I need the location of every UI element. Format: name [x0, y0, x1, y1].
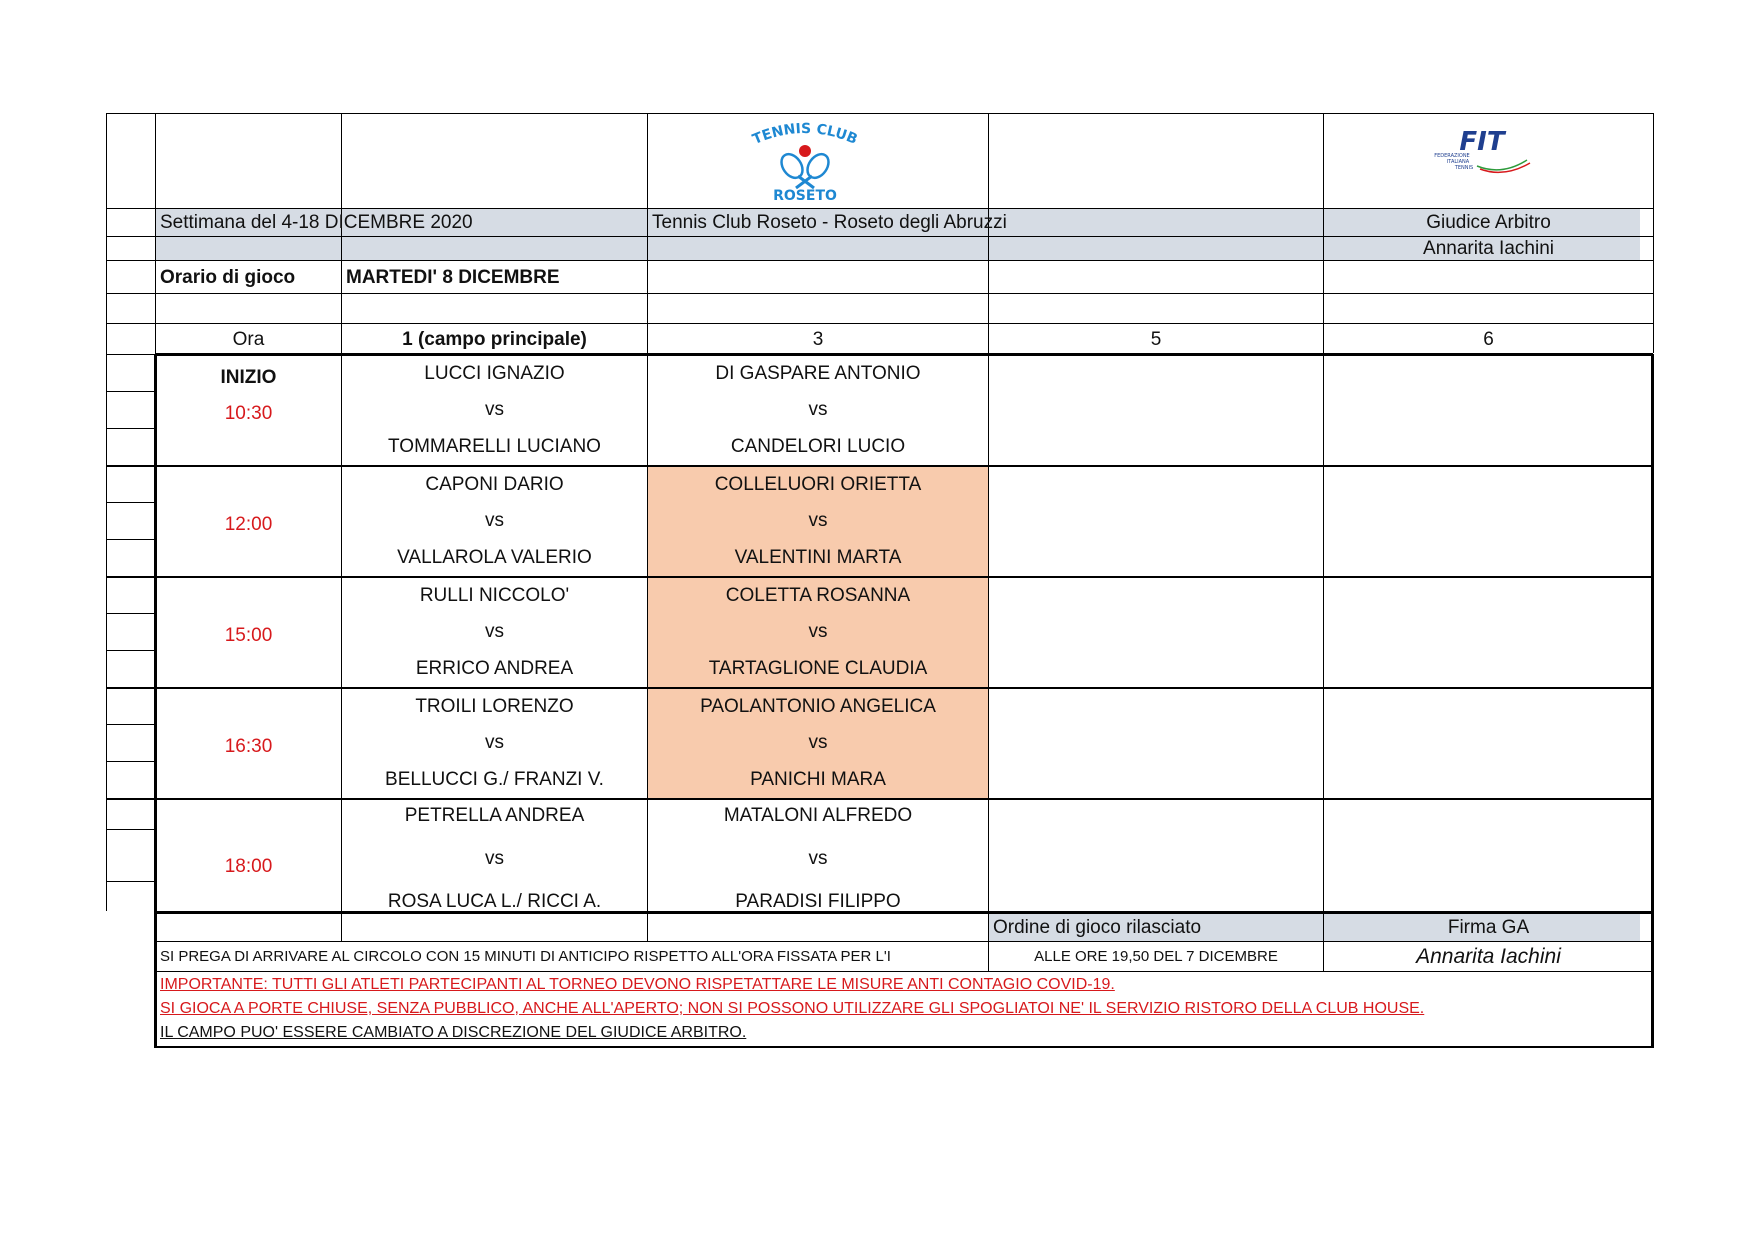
court1-player1: CAPONI DARIO	[425, 473, 564, 495]
court3-player2: CANDELORI LUCIO	[730, 435, 906, 457]
grid-line	[106, 539, 155, 540]
vs-label: vs	[485, 398, 504, 420]
rose-icon	[799, 145, 811, 157]
court3-player1: DI GASPARE ANTONIO	[715, 362, 921, 384]
week-label: Settimana del 4-18 DICEMBRE 2020	[160, 212, 473, 233]
released-label: Ordine di gioco rilasciato	[993, 917, 1202, 938]
court3-player2: PARADISI FILIPPO	[735, 890, 901, 912]
court1-player2: ROSA LUCA L./ RICCI A.	[387, 890, 602, 912]
col-court-3: 3	[812, 328, 824, 350]
col-court-6: 6	[1483, 328, 1494, 350]
col-time: Ora	[232, 328, 265, 350]
court3-player2: VALENTINI MARTA	[734, 546, 902, 568]
swoosh-icon	[1480, 163, 1530, 172]
day-label: MARTEDI' 8 DICEMBRE	[346, 266, 560, 288]
svg-text:TENNIS CLUB: TENNIS CLUB	[750, 120, 860, 148]
court1-player2: ERRICO ANDREA	[415, 657, 574, 679]
grid-line	[106, 650, 155, 651]
court1-player2: BELLUCCI G./ FRANZI V.	[385, 768, 604, 790]
club-label: Tennis Club Roseto - Roseto degli Abruzzi	[652, 212, 1007, 233]
grid-line	[155, 971, 1653, 972]
released-time: ALLE ORE 19,50 DEL 7 DICEMBRE	[1034, 948, 1278, 965]
grid-line	[106, 113, 107, 911]
grid-line	[106, 502, 155, 503]
court1-player1: PETRELLA ANDREA	[404, 804, 585, 826]
vs-label: vs	[485, 620, 504, 642]
grid-line	[106, 428, 155, 429]
arrive-note: SI PREGA DI ARRIVARE AL CIRCOLO CON 15 MINUTI DI ANTICIPO RISPETTO ALL'ORA FISSATA PER L'I	[160, 948, 891, 965]
covid-note: IMPORTANTE: TUTTI GLI ATLETI PARTECIPANTI AL TORNEO DEVONO RISPETATTARE LE MISURE ANTI CONTAGIO COVID-19.	[160, 976, 1115, 993]
grid-line	[106, 829, 155, 830]
inizio-label: INIZIO	[220, 366, 277, 388]
grid-line	[106, 613, 155, 614]
vs-label: vs	[808, 398, 828, 420]
vs-label: vs	[485, 509, 504, 531]
vs-label: vs	[485, 847, 504, 869]
grid-line	[106, 761, 155, 762]
court3-player2: PANICHI MARA	[750, 768, 886, 790]
vs-label: vs	[485, 731, 504, 753]
court3-player2: TARTAGLIONE CLAUDIA	[708, 657, 928, 679]
court1-player2: TOMMARELLI LUCIANO	[388, 435, 601, 457]
slot-time: 12:00	[224, 513, 273, 535]
svg-text:FEDERAZIONE: FEDERAZIONE	[1434, 153, 1470, 159]
svg-text:TENNIS: TENNIS	[1454, 165, 1474, 171]
schedule-label: Orario di gioco	[160, 266, 296, 288]
slot-divider	[106, 465, 1653, 467]
fit-logo	[1422, 126, 1552, 176]
judge-name: Annarita Iachini	[1423, 237, 1554, 259]
court1-player1: RULLI NICCOLO'	[419, 584, 570, 606]
slot-time: 18:00	[224, 855, 273, 877]
col-court-5: 5	[1150, 328, 1162, 350]
grid-line	[106, 881, 155, 882]
court3-player1: PAOLANTONIO ANGELICA	[700, 695, 936, 717]
svg-text:ROSETO: ROSETO	[773, 188, 837, 204]
closed-doors-note: SI GIOCA A PORTE CHIUSE, SENZA PUBBLICO, ANCHE ALL'APERTO; NON SI POSSONO UTILIZZARE GLI SPOGLIATOI NE' IL SERVIZIO RISTORO DELLA CLUB HOUSE.	[160, 1000, 1425, 1017]
court1-player1: LUCCI IGNAZIO	[424, 362, 565, 384]
judge-signature: Annarita Iachini	[1416, 945, 1561, 968]
club-logo	[730, 118, 880, 204]
vs-label: vs	[808, 847, 828, 869]
vs-label: vs	[808, 620, 828, 642]
court1-player1: TROILI LORENZO	[415, 695, 574, 717]
vs-label: vs	[808, 731, 828, 753]
svg-text:ITALIANA: ITALIANA	[1446, 159, 1470, 165]
judge-title: Giudice Arbitro	[1426, 212, 1551, 233]
svg-text:FIT: FIT	[1459, 127, 1505, 157]
vs-label: vs	[808, 509, 828, 531]
col-court-1: 1 (campo principale)	[402, 328, 587, 350]
slot-time: 10:30	[224, 402, 273, 424]
court3-player1: COLETTA ROSANNA	[725, 584, 911, 606]
court3-player1: COLLELUORI ORIETTA	[714, 473, 922, 495]
signature-label: Firma GA	[1447, 917, 1530, 938]
grid-line	[1653, 113, 1654, 353]
grid-line	[155, 1046, 1653, 1048]
grid-line	[106, 293, 1654, 294]
court1-player2: VALLAROLA VALERIO	[397, 546, 592, 568]
grid-line	[106, 391, 155, 392]
court-change-note: IL CAMPO PUO' ESSERE CAMBIATO A DISCREZIONE DEL GIUDICE ARBITRO.	[160, 1024, 747, 1041]
grid-line	[106, 113, 1654, 114]
court3-player1: MATALONI ALFREDO	[723, 804, 913, 826]
slot-divider	[106, 576, 1653, 578]
slot-time: 16:30	[224, 735, 273, 757]
slot-time: 15:00	[224, 624, 273, 646]
slot-divider	[106, 687, 1653, 689]
grid-line	[988, 113, 989, 971]
grid-line	[106, 724, 155, 725]
